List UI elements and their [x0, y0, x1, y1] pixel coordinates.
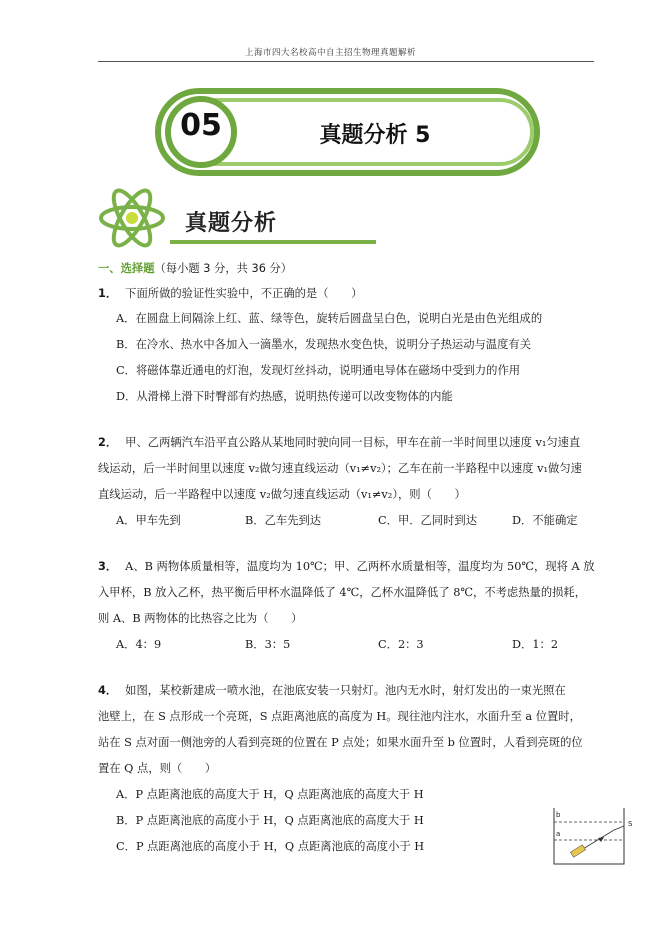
question-number: 3．	[98, 560, 118, 573]
question-number: 4．	[98, 684, 118, 697]
question-number: 2．	[98, 436, 118, 449]
option-3a: A．4：9	[116, 638, 162, 651]
option-4b: B．P 点距离池底的高度小于 H，Q 点距离池底的高度大于 H	[116, 814, 424, 827]
question-text: 直线运动，后一半路程中以速度 v₂做匀速直线运动（v₁≠v₂），则（ ）	[98, 488, 466, 501]
part-label: 一、选择题	[98, 262, 155, 275]
section-rule	[170, 240, 376, 244]
option-1b: B．在冷水、热水中各加入一滴墨水，发现热水变色快，说明分子热运动与温度有关	[116, 338, 531, 351]
option-2a: A．甲车先到	[116, 514, 181, 527]
atom-icon	[98, 186, 166, 250]
option-1a: A．在圆盘上间隔涂上红、蓝、绿等色，旋转后圆盘呈白色，说明白光是由色光组成的	[116, 312, 543, 325]
option-2c: C．甲．乙同时到达	[378, 514, 478, 527]
chapter-number: 05	[180, 108, 222, 143]
question-text: 置在 Q 点，则（ ）	[98, 762, 217, 775]
header-rule	[98, 61, 594, 62]
figure-label-a: a	[556, 830, 561, 838]
question-text: A、B 两物体质量相等，温度均为 10℃；甲、乙两杯水质量相等，温度均为 50℃，现将 A 放	[125, 560, 595, 573]
part-heading	[98, 262, 292, 276]
section-title: 真题分析	[185, 211, 278, 236]
option-4c: C．P 点距离池底的高度小于 H，Q 点距离池底的高度小于 H	[116, 840, 425, 853]
option-3b: B．3：5	[245, 638, 291, 651]
question-text: 如图，某校新建成一喷水池，在池底安装一只射灯。池内无水时，射灯发出的一束光照在	[125, 684, 566, 697]
page-header: 上海市四大名校高中自主招生物理真题解析	[244, 48, 416, 58]
pool-figure	[548, 806, 640, 868]
question-text: 线运动，后一半时间里以速度 v₂做匀速直线运动（v₁≠v₂）；乙车在前一半路程中以速度 v₁做匀速	[98, 462, 582, 475]
option-1d: D．从滑梯上滑下时臀部有灼热感，说明热传递可以改变物体的内能	[116, 390, 453, 403]
question-number: 1．	[98, 287, 118, 300]
question-text: 甲、乙两辆汽车沿平直公路从某地同时驶向同一目标，甲车在前一半时间里以速度 v₁匀速直	[125, 436, 581, 449]
option-3c: C．2：3	[378, 638, 424, 651]
option-4a: A．P 点距离池底的高度大于 H，Q 点距离池底的高度大于 H	[116, 788, 424, 801]
option-2b: B．乙车先到达	[245, 514, 322, 527]
option-2d: D．不能确定	[512, 514, 578, 527]
question-3	[98, 560, 595, 574]
question-text: 池壁上，在 S 点形成一个亮斑，S 点距离池底的高度为 H。现往池内注水，水面升至 a 位置时，	[98, 710, 581, 723]
part-note: （每小题 3 分，共 36 分）	[154, 262, 293, 275]
chapter-title: 真题分析 5	[319, 123, 431, 148]
option-1c: C．将磁体靠近通电的灯泡，发现灯丝抖动，说明通电导体在磁场中受到力的作用	[116, 364, 521, 377]
question-text: 则 A、B 两物体的比热容之比为（ ）	[98, 612, 303, 625]
figure-label-s: S	[628, 820, 633, 828]
question-2	[98, 436, 580, 450]
question-text: 下面所做的验证性实验中，不正确的是（ ）	[125, 287, 363, 300]
question-1	[98, 287, 362, 301]
question-4	[98, 684, 566, 698]
question-text: 站在 S 点对面一侧池旁的人看到亮斑的位置在 P 点处；如果水面升至 b 位置时，人看到亮斑的位	[98, 736, 583, 749]
figure-label-b: b	[556, 811, 561, 819]
option-3d: D．1：2	[512, 638, 559, 651]
question-text: 入甲杯，B 放入乙杯，热平衡后甲杯水温降低了 4℃，乙杯水温降低了 8℃，不考虑热量的损耗，	[98, 586, 587, 599]
